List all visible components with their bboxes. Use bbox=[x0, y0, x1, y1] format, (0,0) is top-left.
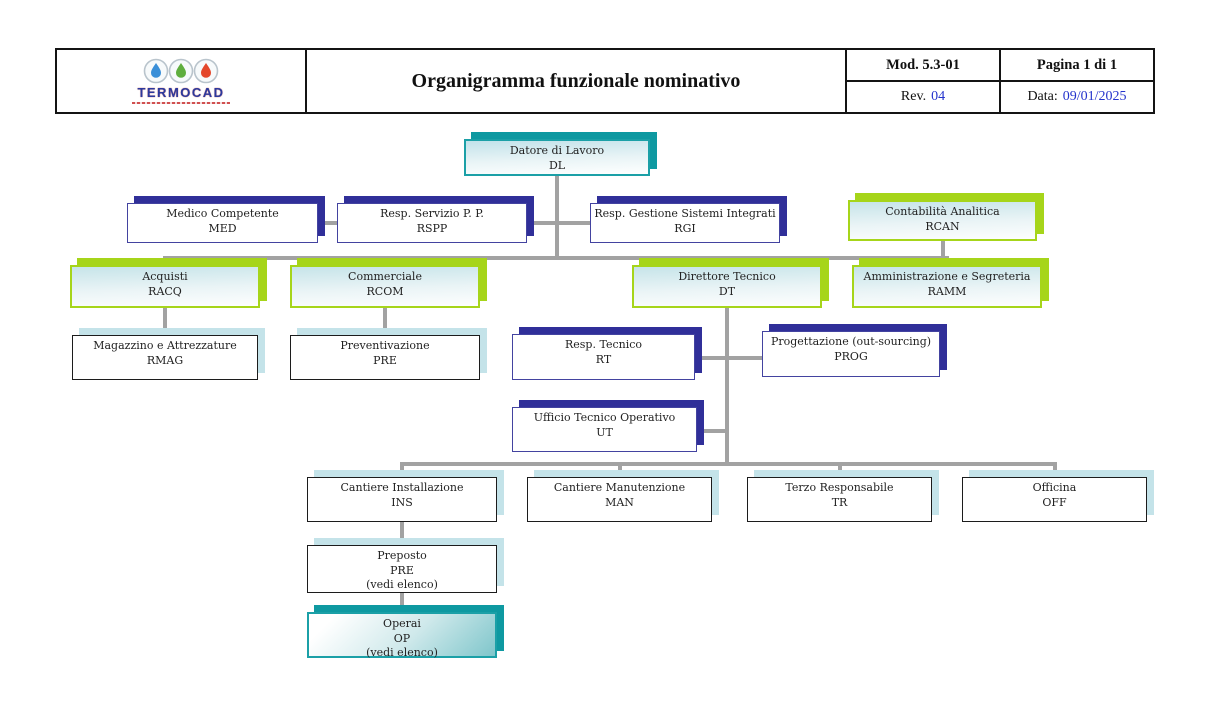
page-number-cell: Pagina 1 di 1 bbox=[1036, 56, 1118, 73]
node-code: RCOM bbox=[366, 284, 404, 298]
connector-dt-trunk-vertical bbox=[725, 308, 729, 466]
rev-value: 04 bbox=[931, 89, 946, 104]
node-code: PROG bbox=[834, 349, 868, 363]
node-code: TR bbox=[831, 495, 848, 509]
org-node-resp-tecnico bbox=[512, 334, 695, 380]
node-title: Amministrazione e Segreteria bbox=[863, 270, 1031, 283]
connector-rcom-pre bbox=[383, 308, 387, 335]
mod-cell: Mod. 5.3-01 bbox=[847, 50, 1001, 80]
org-node-progettazione-outsourcing bbox=[762, 331, 940, 377]
logo-brand-text: TERMOCAD bbox=[137, 85, 225, 100]
connector-dl-vertical bbox=[555, 176, 559, 260]
node-title: Cantiere Manutenzione bbox=[553, 481, 686, 494]
connector-racq-rmag bbox=[163, 308, 167, 335]
node-code: DL bbox=[548, 158, 566, 172]
connector-trunk-row6 bbox=[400, 462, 1057, 466]
connector-stub-off bbox=[1053, 462, 1057, 477]
connector-stub-rcom bbox=[383, 256, 387, 265]
org-node-amministrazione-segreteria bbox=[852, 265, 1042, 308]
node-code: RSPP bbox=[416, 221, 448, 235]
org-node-commerciale bbox=[290, 265, 480, 308]
connector-stub-man bbox=[618, 462, 622, 477]
connector-rspp-rgi bbox=[527, 221, 590, 225]
node-title: Officina bbox=[1032, 481, 1077, 494]
org-node-terzo-responsabile bbox=[747, 477, 932, 522]
org-node-operai bbox=[307, 612, 497, 658]
page-title: Organigramma funzionale nominativo bbox=[411, 69, 741, 92]
node-title: Datore di Lavoro bbox=[509, 144, 605, 157]
date-label: Data: bbox=[1027, 89, 1058, 104]
connector-stub-ins bbox=[400, 462, 404, 477]
connector-ins-preposto bbox=[400, 522, 404, 545]
node-code: PRE bbox=[373, 353, 397, 367]
termocad-logo bbox=[132, 58, 230, 104]
node-code: RACQ bbox=[148, 284, 182, 298]
connector-preposto-operai bbox=[400, 593, 404, 612]
org-node-direttore-tecnico bbox=[632, 265, 822, 308]
node-code: RCAN bbox=[925, 219, 960, 233]
connector-rt-prog bbox=[695, 356, 762, 360]
node-code: MAN bbox=[605, 495, 634, 509]
node-code: PRE bbox=[390, 563, 414, 577]
node-code: RAMM bbox=[927, 284, 967, 298]
org-node-resp-gestione-sistemi-integrati bbox=[590, 203, 780, 243]
org-node-cantiere-installazione bbox=[307, 477, 497, 522]
org-node-magazzino-attrezzature bbox=[72, 335, 258, 380]
title-cell bbox=[307, 50, 847, 112]
org-node-contabilita-analitica bbox=[848, 200, 1037, 241]
node-code: RT bbox=[595, 352, 612, 366]
header-table bbox=[55, 48, 1155, 114]
node-title: Magazzino e Attrezzature bbox=[93, 339, 237, 352]
node-title: Preposto bbox=[377, 549, 427, 562]
node-code: OP bbox=[393, 631, 411, 645]
node-title: Operai bbox=[383, 617, 421, 630]
node-code: MED bbox=[208, 221, 237, 235]
org-node-officina bbox=[962, 477, 1147, 522]
org-node-preventivazione bbox=[290, 335, 480, 380]
node-title: Acquisti bbox=[142, 270, 188, 283]
node-title: Resp. Tecnico bbox=[564, 338, 642, 351]
rev-label: Rev. bbox=[900, 89, 927, 104]
connector-stub-tr bbox=[838, 462, 842, 477]
logo-cell bbox=[57, 50, 307, 112]
rev-cell bbox=[847, 82, 1001, 112]
node-title: Medico Competente bbox=[166, 207, 279, 220]
node-title: Cantiere Installazione bbox=[340, 481, 464, 494]
org-node-acquisti bbox=[70, 265, 260, 308]
node-code: RGI bbox=[674, 221, 696, 235]
logo-drops-icon bbox=[141, 58, 221, 84]
node-title: Resp. Gestione Sistemi Integrati bbox=[594, 207, 776, 220]
node-title: Resp. Servizio P. P. bbox=[380, 207, 484, 220]
connector-ut-branch bbox=[697, 429, 725, 433]
node-code: OFF bbox=[1042, 495, 1067, 509]
node-code: INS bbox=[391, 495, 413, 509]
org-node-resp-servizio-pp bbox=[337, 203, 527, 243]
date-value: 09/01/2025 bbox=[1062, 89, 1127, 104]
node-code: DT bbox=[718, 284, 736, 298]
header-info-grid bbox=[847, 50, 1153, 112]
logo-tagline bbox=[132, 102, 230, 104]
node-code: UT bbox=[596, 425, 613, 439]
connector-stub-ramm bbox=[945, 256, 949, 265]
connector-stub-racq bbox=[163, 256, 167, 265]
node-code: RMAG bbox=[146, 353, 184, 367]
org-node-preposto bbox=[307, 545, 497, 593]
connector-trunk-row3 bbox=[163, 256, 949, 260]
node-title: Contabilità Analitica bbox=[885, 205, 1000, 218]
node-title: Preventivazione bbox=[340, 339, 430, 352]
connector-stub-dt bbox=[725, 256, 729, 265]
date-cell bbox=[1001, 82, 1153, 112]
node-title: Commerciale bbox=[348, 270, 422, 283]
node-note: (vedi elenco) bbox=[366, 578, 438, 592]
node-title: Progettazione (out-sourcing) bbox=[770, 335, 932, 348]
node-title: Terzo Responsabile bbox=[785, 481, 894, 494]
connector-med-rspp bbox=[318, 221, 337, 225]
node-title: Ufficio Tecnico Operativo bbox=[533, 411, 676, 424]
org-node-medico-competente bbox=[127, 203, 318, 243]
node-note: (vedi elenco) bbox=[366, 646, 438, 660]
node-title: Direttore Tecnico bbox=[678, 270, 776, 283]
org-node-ufficio-tecnico-operativo bbox=[512, 407, 697, 452]
org-node-cantiere-manutenzione bbox=[527, 477, 712, 522]
org-node-datore-di-lavoro bbox=[464, 139, 650, 176]
